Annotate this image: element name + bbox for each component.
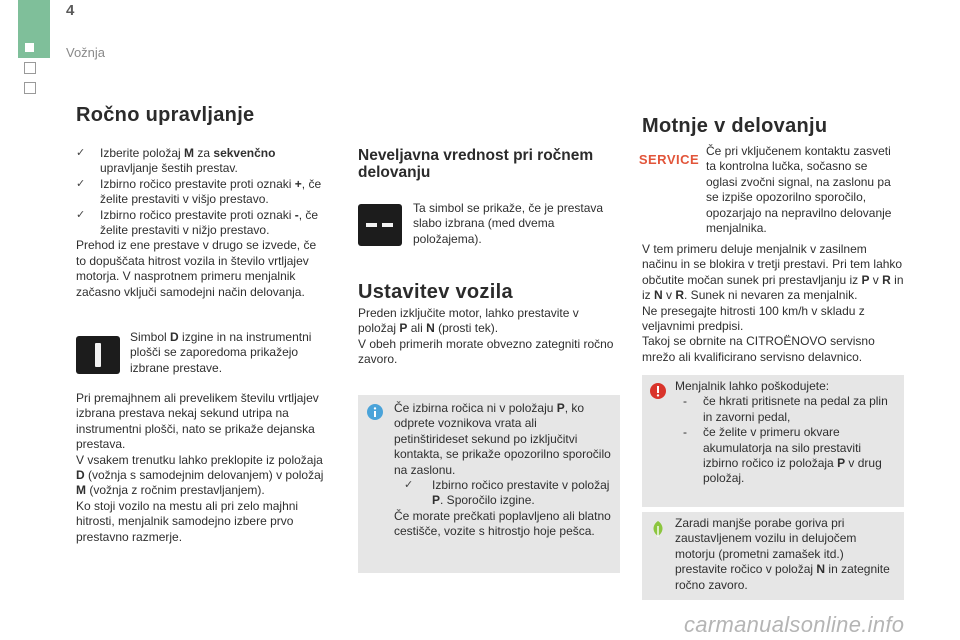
manual-paragraph: V vsakem trenutku lahko preklopite iz položaja D (vožnja s samodejnim delovanjem) v položaj M (vožnja z ročnim prestavljanjem).	[76, 452, 324, 498]
outline-square-icon	[24, 82, 36, 94]
tab-square-icon	[25, 43, 34, 52]
warning-icon	[650, 383, 666, 399]
gear-display-icon	[76, 336, 120, 374]
page-number: 4	[66, 2, 75, 19]
eco-leaf-icon	[650, 520, 666, 538]
invalid-gear-icon	[358, 204, 402, 246]
list-item: ✓ Izbirno ročico prestavite proti oznaki +, če želite prestaviti v višjo prestavo.	[76, 176, 322, 207]
list-item: - če želite v primeru okvare akumulatorja na silo prestaviti izbirno ročico iz položaja P v drug položaj.	[683, 425, 882, 486]
svg-text:SERVICE: SERVICE	[638, 152, 700, 167]
bullet-icon: ✓	[404, 479, 414, 492]
stop-title: Ustavitev vozila	[358, 281, 513, 303]
warning-text: Menjalnik lahko poškodujete: - če hkrati pritisnete na pedal za plin in zavorni pedal, - če želite v primeru okvare akumulatorja na silo prestaviti izbirno ročico iz položaja P v drug položaj.	[675, 379, 897, 487]
list-item: ✓ Izbirno ročico prestavite proti oznaki -, če želite prestaviti v nižjo prestavo.	[76, 207, 319, 238]
manual-paragraph: Pri premajhnem ali prevelikem številu vrtljajev izbrana prestava nekaj sekund utripa na instrumentni plošči, nato se prikaže dejanska prestava.	[76, 391, 319, 452]
bullet-icon: ✓	[76, 147, 86, 159]
manual-more	[76, 391, 332, 545]
stop-text: Preden izklјučite motor, lahko prestavite v položaj P ali N (prosti tek). V obeh primerih morate obvezno zategniti ročno zavoro.	[358, 306, 614, 367]
list-item: - če hkrati pritisnete na pedal za plin in zavorni pedal,	[683, 394, 888, 424]
eco-text: Zaradi manjše porabe goriva pri zaustavljenem vozilu in delujočem motorju (prometni zamašek itd.) prestavite ročico v položaj N in zategnite ročno zavoro.	[675, 516, 890, 592]
service-warning-icon	[638, 149, 700, 169]
page-tab	[18, 0, 50, 58]
manual-bullets	[76, 146, 328, 300]
info-icon	[367, 404, 383, 420]
manual-paragraph: Prehod iz ene prestave v drugo se izvede, če to dopuščata hitrost vozila in število vrtljajev motorja. V nasprotnem primeru menjalnik začasno vklјuči samodejni način delovanja.	[76, 238, 317, 299]
invalid-title: Neveljavna vrednost pri ročnem delovanju	[358, 147, 594, 181]
simbol-text: Simbol D izgine in na instrumentni plošči se zaporedoma prikažejo izbrane prestave.	[130, 330, 312, 375]
section-name: Vožnja	[66, 45, 106, 60]
info-text: Če izbirna ročica ni v položaju P, ko odprete voznikova vrata ali petinštirideset sekund po izklјučitvi kontakta, se prikaže opozorilno sporočilo na zaslonu. ✓ Izbirno ročico prestavite v položaj P. Sporočilo izgine. Če morate prečkati poplavljeno ali blatno cestišče, vozite s hitrostjo hoje pešca.	[394, 401, 611, 539]
bullet-icon: ✓	[76, 208, 86, 221]
manual-title: Ročno upravljanje	[76, 104, 255, 126]
malfunction-title: Motnje v delovanju	[642, 115, 828, 137]
manual-paragraph: Ko stoji vozilo na mestu ali pri zelo majhni hitrosti, menjalnik samodejno izbere prvo prestavno razmerje.	[76, 498, 299, 544]
list-item: ✓ Izbirno ročico prestavite v položaj P. Sporočilo izgine.	[404, 478, 610, 508]
malfunction-text1-a: Če pri vklјučenem kontaktu zasveti ta kontrolna lučka, sočasno se oglasi zvočni signal, na zaslonu pa se izpiše opozorilno sporočilo, opozarjajo na nepravilno delovanje menjalnika.	[706, 144, 892, 236]
invalid-text: Ta simbol se prikaže, če je prestava slabo izbrana (med dvema položajema).	[413, 201, 604, 246]
malfunction-text2: V tem primeru deluje menjalnik v zasilnem načinu in se blokira v tretji prestavi. Pri tem lahko občutite močan sunek pri prestavljanju iz P v R in iz N v R. Sunek ni nevaren za menjalnik. Ne presegajte hitrosti 100 km/h v skladu z veljavnimi predpisi. Takoj se obrnite na CITROËNOVO servisno mrežo ali kvalificirano servisno delavnico.	[642, 242, 904, 364]
watermark: carmanualsonline.info	[684, 612, 905, 637]
list-item: ✓ Izberite položaj M za sekvenčno upravljanje šestih prestav.	[76, 146, 276, 176]
outline-square-icon	[24, 62, 36, 74]
bullet-icon: ✓	[76, 177, 86, 190]
